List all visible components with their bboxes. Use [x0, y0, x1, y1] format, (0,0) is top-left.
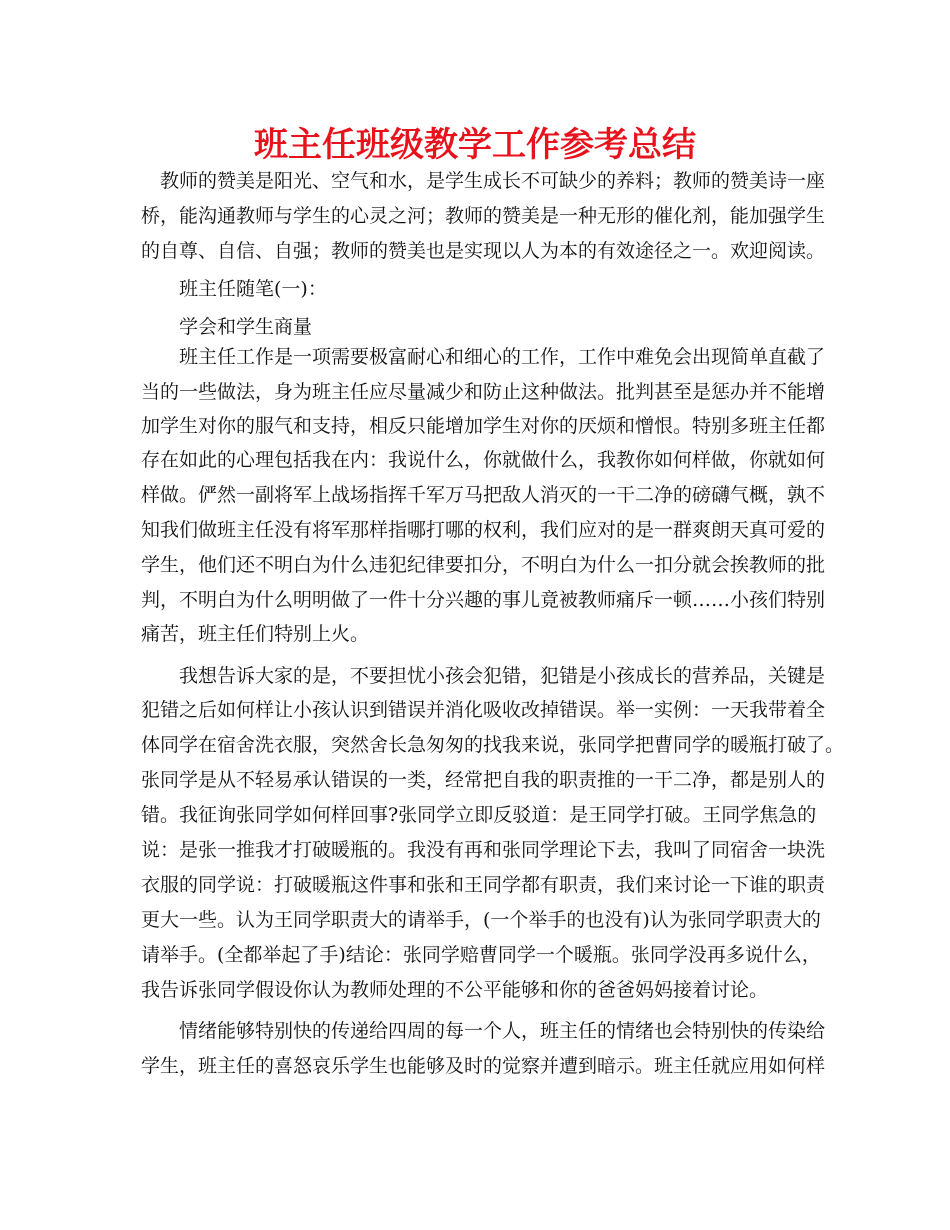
body-line: 学生，他们还不明白为什么违犯纪律要扣分，不明白为什么一扣分就会挨教师的批 — [141, 554, 826, 576]
body-line: 教师的赞美是阳光、空气和水，是学生成长不可缺少的养料；教师的赞美诗一座 — [160, 170, 826, 192]
document-title: 班主任班级教学工作参考总结 — [254, 125, 696, 165]
body-line: 当的一些做法，身为班主任应尽量减少和防止这种做法。批判甚至是惩办并不能增 — [141, 381, 826, 403]
body-line: 知我们做班主任没有将军那样指哪打哪的权利，我们应对的是一群爽朗天真可爱的 — [141, 519, 826, 541]
body-line: 更大一些。认为王同学职责大的请举手，(一个举手的也没有)认为张同学职责大的 — [141, 909, 821, 931]
body-line: 班主任工作是一项需要极富耐心和细心的工作，工作中难免会出现简单直截了 — [179, 346, 826, 368]
body-line: 我告诉张同学假设你认为教师处理的不公平能够和你的爸爸妈妈接着讨论。 — [141, 979, 769, 1001]
body-line: 犯错之后如何样让小孩认识到错误并消化吸收改掉错误。举一实例：一天我带着全 — [141, 699, 826, 721]
body-line: 我想告诉大家的是，不要担忧小孩会犯错，犯错是小孩成长的营养品，关键是 — [179, 665, 826, 687]
body-line: 张同学是从不轻易承认错误的一类，经常把自我的职责推的一干二净，都是别人的 — [141, 769, 826, 791]
section-heading: 班主任随笔(一)： — [179, 278, 327, 300]
body-line: 体同学在宿舍洗衣服，突然舍长急匆匆的找我来说，张同学把曹同学的暖瓶打破了。 — [141, 734, 845, 756]
body-line: 痛苦，班主任们特别上火。 — [141, 623, 370, 645]
body-line: 衣服的同学说：打破暖瓶这件事和张和王同学都有职责，我们来讨论一下谁的职责 — [141, 874, 826, 896]
body-line: 桥，能沟通教师与学生的心灵之河；教师的赞美是一种无形的催化剂，能加强学生 — [141, 205, 826, 227]
body-line: 加学生对你的服气和支持，相反只能增加学生对你的厌烦和憎恨。特别多班主任都 — [141, 415, 826, 437]
body-line: 的自尊、自信、自强；教师的赞美也是实现以人为本的有效途径之一。欢迎阅读。 — [141, 240, 826, 262]
body-line: 判，不明白为什么明明做了一件十分兴趣的事儿竟被教师痛斥一顿……小孩们特别 — [141, 589, 826, 611]
body-line: 存在如此的心理包括我在内：我说什么，你就做什么，我教你如何样做，你就如何 — [141, 449, 826, 471]
body-line: 情绪能够特别快的传递给四周的每一个人，班主任的情绪也会特别快的传染给 — [179, 1020, 826, 1042]
body-line: 说：是张一推我才打破暖瓶的。我没有再和张同学理论下去，我叫了同宿舍一块洗 — [141, 839, 826, 861]
body-line: 请举手。(全都举起了手)结论：张同学赔曹同学一个暖瓶。张同学没再多说什么， — [141, 944, 821, 966]
body-line: 学生，班主任的喜怒哀乐学生也能够及时的觉察并遭到暗示。班主任就应用如何样 — [141, 1055, 826, 1077]
section-subheading: 学会和学生商量 — [179, 316, 313, 338]
body-line: 样做。俨然一副将军上战场指挥千军万马把敌人消灭的一干二净的磅礴气概，孰不 — [141, 484, 826, 506]
body-line: 错。我征询张同学如何样回事?张同学立即反驳道：是王同学打破。王同学焦急的 — [141, 804, 817, 826]
